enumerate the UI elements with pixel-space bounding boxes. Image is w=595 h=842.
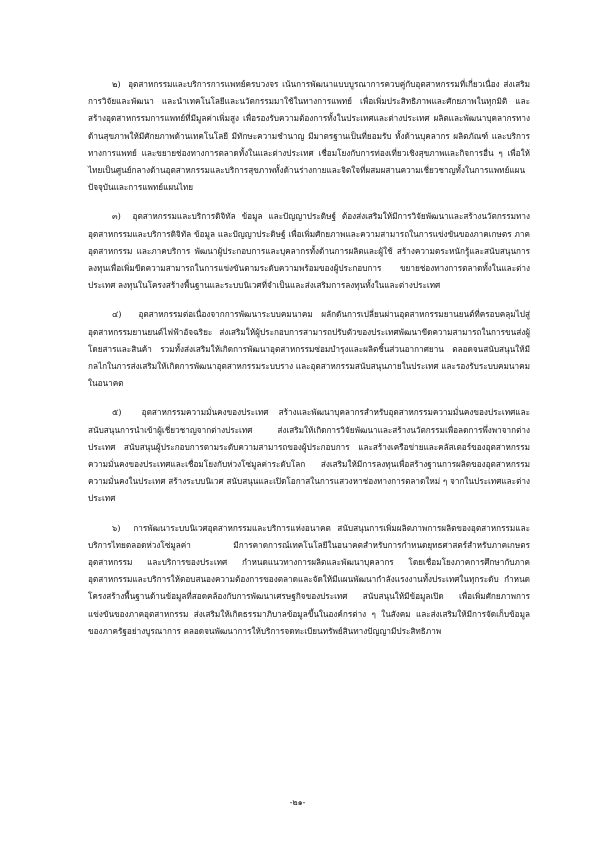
paragraph-text: อุตสาหกรรมต่อเนื่องจากการพัฒนาระบบคมนาคม ผลักดันการเปลี่ยนผ่านอุตสาหกรรมยานยนต์ที่ครอบคลุมไปสู่อุตสาหกรรมยานยนต์ไฟฟ้าอัจฉริยะ ส่งเสริมให้ผู้ประกอบการสามารถปรับตัวของประเทศพัฒนาขีดความสามารถในการขนส่งผู้โดยสารและสินค้า รวมทั้งส่งเสริมให้เกิดการพัฒนาอุตสาหกรรมซ่อมบำรุงและผลิตชิ้นส่วนอากาศยาน ตลอดจนสนับสนุนให้มีกลไกในการส่งเสริมให้เกิดการพัฒนาอุตสาหกรรมระบบราง และอุตสาหกรรมสนับสนุนภายในประเทศ และรองรับระบบคมนาคมในอนาคต (88, 309, 530, 389)
paragraph-item-5 (88, 404, 530, 507)
paragraph-text: อุตสาหกรรมความมั่นคงของประเทศ สร้างและพัฒนาบุคลากรสำหรับอุตสาหกรรมความมั่นคงของประเทศและสนับสนุนการนำเข้าผู้เชี่ยวชาญจากต่างประเทศ ส่งเสริมให้เกิดการวิจัยพัฒนาและสร้างนวัตกรรมเพื่อลดการพึ่งพาจากต่างประเทศ สนับสนุนผู้ประกอบการตามระดับความสามารถของผู้ประกอบการ และสร้างเครือข่ายและคลัสเตอร์ของอุตสาหกรรมความมั่นคงของประเทศและเชื่อมโยงกับห่วงโซ่มูลค่าระดับโลก ส่งเสริมให้มีการลงทุนเพื่อสร้างฐานการผลิตของอุตสาหกรรมความมั่นคงในประเทศ สร้างระบบนิเวศ สนับสนุนและเปิดโอกาสในการแสวงหาช่องทางการตลาดใหม่ ๆ จากในประเทศและต่างประเทศ (88, 407, 530, 504)
page-number: -๒๑- (289, 798, 306, 807)
paragraph-item-2 (88, 76, 530, 196)
paragraph-number: ๕) (112, 407, 122, 418)
paragraph-number: ๓) (112, 211, 121, 222)
paragraph-text: อุตสาหกรรมและบริการดิจิทัล ข้อมูล และปัญญาประดิษฐ์ ต้องส่งเสริมให้มีการวิจัยพัฒนาและสร้างนวัตกรรมทางอุตสาหกรรมและบริการดิจิทัล ข้อมูล และปัญญาประดิษฐ์ เพื่อเพิ่มศักยภาพและความสามารถในการแข่งขันของภาคเกษตร ภาคอุตสาหกรรม และภาคบริการ พัฒนาผู้ประกอบการและบุคลากรทั้งด้านการผลิตและผู้ใช้ สร้างความตระหนักรู้และสนับสนุนการลงทุนเพื่อเพิ่มขีดความสามารถในการแข่งขันตามระดับความพร้อมของผู้ประกอบการ ขยายช่องทางการตลาดทั้งในและต่างประเทศ ลงทุนในโครงสร้างพื้นฐานและระบบนิเวศที่จำเป็นและส่งเสริมการลงทุนทั้งในและต่างประเทศ (88, 211, 530, 291)
paragraph-item-6 (88, 520, 530, 640)
paragraph-text: การพัฒนาระบบนิเวศอุตสาหกรรมและบริการแห่งอนาคต สนับสนุนการเพิ่มผลิตภาพการผลิตของอุตสาหกรรมและบริการไทยตลอดห่วงโซ่มูลค่า มีการคาดการณ์เทคโนโลยีในอนาคตสำหรับการกำหนดยุทธศาสตร์สำหรับภาคเกษตร อุตสาหกรรม และบริการของประเทศ กำหนดแนวทางการผลิตและพัฒนาบุคลากร โดยเชื่อมโยงภาคการศึกษากับภาคอุตสาหกรรมและบริการให้ตอบสนองความต้องการของตลาดและจัดให้มีแผนพัฒนากำลังแรงงานทั้งประเทศในทุกระดับ กำหนดโครงสร้างพื้นฐานด้านข้อมูลที่สอดคล้องกับการพัฒนาเศรษฐกิจของประเทศ สนับสนุนให้มีข้อมูลเปิด เพื่อเพิ่มศักยภาพการแข่งขันของภาคอุตสาหกรรม ส่งเสริมให้เกิดธรรมาภิบาลข้อมูลขึ้นในองค์กรต่าง ๆ ในสังคม และส่งเสริมให้มีการจัดเก็บข้อมูลของภาครัฐอย่างบูรณาการ ตลอดจนพัฒนาการให้บริการจดทะเบียนทรัพย์สินทางปัญญามีประสิทธิภาพ (88, 522, 530, 636)
document-body (88, 76, 530, 652)
paragraph-number: ๔) (112, 309, 122, 320)
paragraph-item-3 (88, 208, 530, 294)
paragraph-number: ๖) (112, 522, 121, 533)
paragraph-item-4 (88, 306, 530, 392)
paragraph-text: อุตสาหกรรมและบริการการแพทย์ครบวงจร เน้นการพัฒนาแบบบูรณาการควบคู่กับอุตสาหกรรมที่เกี่ยวเนื่อง ส่งเสริมการวิจัยและพัฒนา และนำเทคโนโลยีและนวัตกรรมมาใช้ในทางการแพทย์ เพื่อเพิ่มประสิทธิภาพและศักยภาพในทุกมิติ และสร้างอุตสาหกรรมการแพทย์ที่มีมูลค่าเพิ่มสูง เพื่อรองรับความต้องการทั้งในประเทศและต่างประเทศ ผลิตและพัฒนาบุคลากรทางด้านสุขภาพให้มีศักยภาพด้านเทคโนโลยี มีทักษะความชำนาญ มีมาตรฐานเป็นที่ยอมรับ ทั้งด้านบุคลากร ผลิตภัณฑ์ และบริการทางการแพทย์ และขยายช่องทางการตลาดทั้งในและต่างประเทศ เชื่อมโยงกับการท่องเที่ยวเชิงสุขภาพและกิจการอื่น ๆ เพื่อให้ไทยเป็นศูนย์กลางด้านอุตสาหกรรมและบริการสุขภาพทั้งด้านร่างกายและจิตใจที่ผสมผสานความเชี่ยวชาญทั้งในการแพทย์แผนปัจจุบันและการแพทย์แผนไทย (88, 79, 530, 193)
paragraph-number: ๒) (112, 79, 121, 89)
